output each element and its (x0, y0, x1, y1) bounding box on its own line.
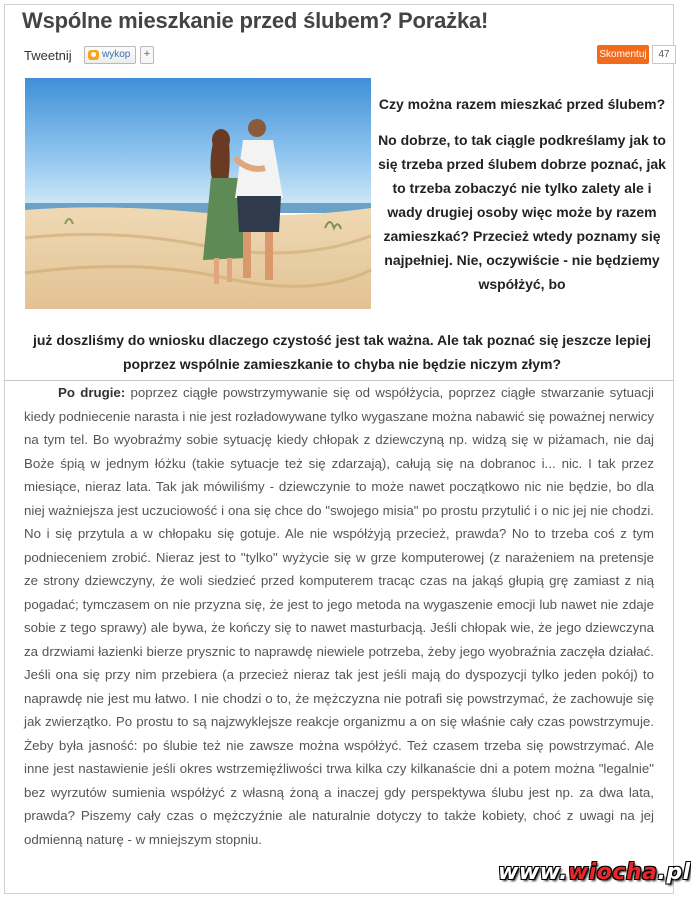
body-lead: Po drugie: (58, 385, 126, 400)
body-text: poprzez ciągłe powstrzymywanie się od współżycia, poprzez ciągłe stwarzanie sytuacji kiedy podniecenie narasta i nie jest rozładowywane tylko wygaszane można nabawić się poważnej nerwicy na tym tel. Bo wyobraźmy sobie sytuację kiedy chłopak z dziewczyną np. widzą się w piżamach, nie daj Boże śpią w jednym łóżku (takie sytuacje też się zdarzają), całują się na dobranoc i... nic. I tak przez miesiące, nieraz lata. Tak jak mówiliśmy - dziewczynie to może nawet początkowo nic nie będzie, bo dla niej ważniejsza jest uczuciowość i ona się chce do "swojego misia" po prostu przytulić i o nic jej nie chodzi. No i się przytula a w chłopaku się gotuje. Ale nie współżyją przecież, prawda? No to trzeba coś z tym podnieceniem zrobić. Nieraz jest to "tylko" wyżycie się w grze komputerowej (z narażeniem na pretensje ze strony dziewczyny, że woli siedzieć przed komputerem tracąc czas na jakąś głupią grę zamiast z nią pogadać; tymczasem on nie przyzna się, że jest to jego metoda na wygaszenie emocji lub nawet nie zdaje sobie z tego sprawy) ale bywa, że kończy się to nawet masturbacją. Jeśli chłopak wie, że jego dziewczyna za drzwiami łazienki bierze prysznic to naprawdę niewiele potrzeba, żeby jego wyobraźnia zaczęła działać. Jeśli ona się przy nim przebiera (a przecież nieraz tak jest jeśli mają do dyspozycji tylko jeden pokój) to naprawdę nie jest mu łatwo. I nie chodzi o to, że mężczyzna nie potrafi się powstrzymać, że zachowuje się jak zwierzątko. Po prostu to są najzwyklejsze reakcje organizmu a on się właśnie cały czas powstrzymuje. Żeby była jasność: po ślubie też nie zawsze można współżyć. Też czasem trzeba się powstrzymać. Ale inne jest nastawienie jeśli okres wstrzemięźliwości trwa kilka czy kilkanaście dni a potem można "legalnie" bez wyrzutów sumienia współżyć z własną żoną a inaczej gdy perspektywa ślubu jest np. za dwa lata, prawda? Piszemy cały czas o mężczyźnie ale naturalnie dotyczy to także kobiety, choć z uwagi na jej odmienną naturę - w mniejszym stopniu. (24, 385, 654, 847)
article-body (24, 381, 654, 851)
intro-paragraph-bottom: już doszliśmy do wniosku dlaczego czystość jest tak ważna. Ale tak poznać się jeszcze lepiej poprzez wspólnie zamieszkanie to chyba nie będzie niczym złym? (32, 332, 652, 372)
comment-button[interactable]: Skomentuj (597, 45, 649, 64)
watermark-prefix: www. (498, 860, 568, 885)
wykop-button[interactable] (84, 46, 136, 64)
wykop-label: wykop (102, 49, 131, 60)
wykop-icon (88, 50, 99, 60)
article-title: Wspólne mieszkanie przed ślubem? Porażka! (22, 8, 489, 33)
watermark-suffix: .pl (657, 860, 691, 885)
intro-paragraph-right: No dobrze, to tak ciągle podkreślamy jak to się trzeba przed ślubem dobrze poznać, jak to trzeba zobaczyć nie tylko zalety ale i wady drugiej osoby więc może by razem zamieszkać? Przecież wtedy poznamy się najpełniej. Nie, oczywiście - nie będziemy współżyć, bo (378, 132, 666, 292)
plus-button[interactable]: + (140, 46, 154, 64)
site-watermark (498, 860, 691, 885)
article-photo (25, 78, 371, 309)
intro-question: Czy można razem mieszkać przed ślubem? (378, 96, 666, 112)
watermark-name: wiocha (567, 860, 658, 885)
tweet-link[interactable]: Tweetnij (24, 48, 72, 63)
comment-count: 47 (652, 45, 676, 64)
intro-text-right (378, 92, 666, 308)
share-bar (0, 45, 680, 67)
